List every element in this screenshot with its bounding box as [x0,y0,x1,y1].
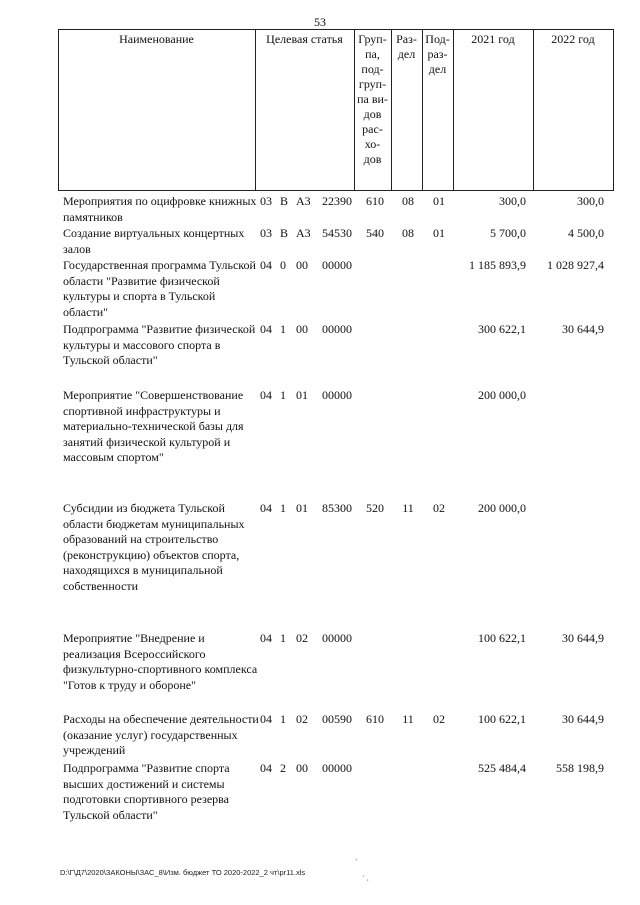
target-code-part: В [280,226,289,240]
target-code-part: 1 [280,388,286,402]
header-section: Раз- дел [396,32,417,61]
header-subsection: Под- раз- дел [425,32,450,76]
row-name: Подпрограмма "Развитие спорта высших достижений и системы подготовки спортивного резерва Тульской области" [63,761,230,822]
target-code-part: 00000 [322,258,352,272]
header-name: Наименование [119,32,194,46]
amount-2022: 30 644,9 [562,631,604,645]
amount-2022: 4 500,0 [568,226,604,240]
amount-2021: 525 484,4 [478,761,526,775]
row-name: Мероприятие "Внедрение и реализация Всероссийского физкультурно-спортивного комплекса "Готов к труду и обороне" [63,631,258,692]
target-code-part: 04 [260,712,272,726]
file-path-footer: D:\Г\Д7\2020\ЗАКОНЫ\ЗАС_8\Изм. бюджет ТО 2020-2022_2 чт\pr11.xls [60,868,306,877]
header-divider [58,29,59,191]
amount-2021: 1 185 893,9 [469,258,526,272]
amount-2021: 5 700,0 [490,226,526,240]
scan-mark: ` [355,858,358,867]
target-code-part: 2 [280,761,286,775]
target-code-part: 01 [296,388,308,402]
amount-2022: 30 644,9 [562,322,604,336]
target-code-part: 03 [260,226,272,240]
target-code-part: 03 [260,194,272,208]
target-code-part: 00000 [322,631,352,645]
header-top-border [58,29,614,30]
target-code-part: 00 [296,258,308,272]
target-code-part: 1 [280,322,286,336]
target-code-part: 01 [296,501,308,515]
target-code-part: 0 [280,258,286,272]
subsection-code: 01 [433,226,445,240]
target-code-part: 02 [296,631,308,645]
header-divider [453,29,454,191]
row-name: Создание виртуальных концертных залов [63,226,245,256]
target-code-part: 04 [260,631,272,645]
target-code-part: 00 [296,322,308,336]
header-divider [533,29,534,191]
row-name: Мероприятия по оцифровке книжных памятников [63,194,257,224]
target-code-part: 54530 [322,226,352,240]
table-header-grid [58,29,614,191]
header-2021: 2021 год [471,32,515,46]
expense-group: 520 [366,501,384,515]
target-code-part: 04 [260,322,272,336]
target-code-part: 00590 [322,712,352,726]
expense-group: 540 [366,226,384,240]
subsection-code: 02 [433,712,445,726]
amount-2021: 300,0 [499,194,526,208]
target-code-part: 04 [260,388,272,402]
section-code: 11 [402,712,414,726]
section-code: 08 [402,194,414,208]
target-code-part: 1 [280,501,286,515]
row-name: Субсидии из бюджета Тульской области бюджетам муниципальных образований на строительство (реконструкцию) объектов спорта, находящихся в муниципальной собственности [63,501,245,593]
subsection-code: 02 [433,501,445,515]
amount-2022: 30 644,9 [562,712,604,726]
header-bottom-border [58,190,614,191]
header-divider [613,29,614,191]
scan-mark: · ͺ [362,872,370,881]
target-code-part: 1 [280,712,286,726]
amount-2022: 1 028 927,4 [547,258,604,272]
target-code-part: 04 [260,258,272,272]
section-code: 11 [402,501,414,515]
target-code-part: В [280,194,289,208]
target-code-part: 04 [260,761,272,775]
target-code-part: 00000 [322,388,352,402]
amount-2022: 558 198,9 [556,761,604,775]
expense-group: 610 [366,712,384,726]
row-name: Мероприятие "Совершенствование спортивной инфраструктуры и материально-технической базы для занятий физической культурой и массовым спортом" [63,388,244,464]
row-name: Подпрограмма "Развитие физической культуры и массового спорта в Тульской области" [63,322,256,367]
page-number: 53 [314,15,326,29]
target-code-part: 1 [280,631,286,645]
target-code-part: 00 [296,761,308,775]
target-code-part: 02 [296,712,308,726]
expense-group: 610 [366,194,384,208]
amount-2021: 100 622,1 [478,631,526,645]
target-code-part: 22390 [322,194,352,208]
header-divider [255,29,256,191]
target-code-part: 85300 [322,501,352,515]
header-target: Целевая статья [266,32,343,46]
amount-2021: 100 622,1 [478,712,526,726]
target-code-part: 04 [260,501,272,515]
amount-2021: 200 000,0 [478,388,526,402]
amount-2021: 200 000,0 [478,501,526,515]
header-group: Груп- па, под- груп- па ви- дов рас- хо- дов [357,32,388,166]
header-2022: 2022 год [551,32,595,46]
section-code: 08 [402,226,414,240]
target-code-part: А3 [296,194,311,208]
target-code-part: 00000 [322,322,352,336]
amount-2022: 300,0 [577,194,604,208]
row-name: Государственная программа Тульской области "Развитие физической культуры и спорта в Тульской области" [63,258,256,319]
subsection-code: 01 [433,194,445,208]
target-code-part: А3 [296,226,311,240]
row-name: Расходы на обеспечение деятельности (оказание услуг) государственных учреждений [63,712,259,757]
target-code-part: 00000 [322,761,352,775]
amount-2021: 300 622,1 [478,322,526,336]
